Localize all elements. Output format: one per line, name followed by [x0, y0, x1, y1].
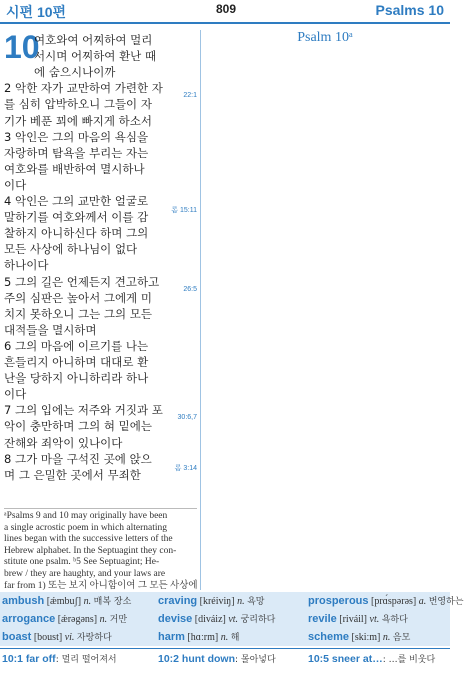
korean-verse-line: 여호와여 어찌하여 멀리	[34, 33, 153, 47]
footnote	[4, 508, 197, 592]
korean-verse-line: 8 그가 마을 구석진 곳에 앉으	[4, 451, 152, 466]
phrase-note	[308, 652, 435, 665]
footnote-line: Hebrew alphabet. In the Septuagint they con-	[4, 545, 177, 556]
psalm-title: Psalm 10ᵃ	[297, 30, 353, 45]
vocab-word: arrogance	[2, 613, 56, 625]
vocab-part-of-speech: n.	[220, 632, 229, 643]
korean-verse-line: 7 그의 입에는 저주와 거짓과 포	[4, 403, 163, 418]
note-reference: 10:2 hunt down	[158, 653, 235, 665]
korean-verse-line: 2 악한 자가 교만하여 가련한 자	[4, 81, 163, 96]
korean-verse-line: 치지 못하오니 그는 그의 모든	[4, 306, 152, 321]
vocab-definition: 자랑하다	[76, 633, 112, 643]
note-reference: 10:1 far off	[2, 653, 56, 665]
vocab-part-of-speech: a.	[418, 596, 427, 607]
footnote-line: stitute one psalm. ᵇ5 See Septuagint; He-	[4, 557, 160, 568]
vocab-pronunciation: [prɑ́spərəs]	[371, 596, 417, 607]
header-rule	[0, 22, 450, 24]
korean-verse-line: 며 그 은밀한 곳에서 무죄한	[4, 467, 141, 482]
korean-column	[4, 30, 197, 586]
korean-verse-line: 이다	[4, 387, 27, 402]
vocab-definition: 궁리하다	[240, 615, 276, 625]
vocab-part-of-speech: vt.	[369, 614, 380, 625]
vocab-definition: 욕하다	[381, 615, 408, 625]
korean-verse-line: 대적들을 멸시하며	[4, 322, 97, 337]
vocab-word: ambush	[2, 595, 45, 607]
korean-verse-line: 4 악인은 그의 교만한 얼굴로	[4, 194, 149, 208]
vocab-definition: 번영하는	[428, 597, 464, 607]
phrase-note	[2, 652, 117, 665]
vocab-row	[0, 628, 450, 646]
english-column	[203, 30, 447, 590]
vocab-word: scheme	[308, 631, 349, 643]
vocab-part-of-speech: n.	[99, 614, 108, 625]
footnote-line: far from 1) 또는 보지 아니함이여 그 모든 사상에	[4, 580, 198, 591]
vocab-pronunciation: [diváiz]	[194, 614, 226, 625]
korean-verse-line: 를 심히 압박하오니 그들이 자	[4, 97, 152, 112]
vocab-pronunciation: [ǽrəgəns]	[57, 614, 98, 625]
vocab-word: prosperous	[308, 595, 369, 607]
cross-reference: 30:6,7	[177, 414, 197, 422]
vocab-pronunciation: [ǽmbuʃ]	[46, 596, 82, 607]
footnote-line: brew / they are haughty, and your laws are	[4, 568, 166, 579]
chapter-number: 10	[4, 29, 40, 65]
korean-verse-line: 에 숨으시나이까	[34, 65, 116, 80]
vocab-entry	[308, 629, 410, 646]
korean-verse-line: 찰하지 아니하신다 하며 그의	[4, 226, 149, 241]
cross-reference: 22:1	[183, 92, 197, 100]
vocab-word: revile	[308, 613, 337, 625]
vocab-word: devise	[158, 613, 193, 625]
note-definition: : 몰아넣다	[235, 655, 276, 665]
korean-verse-line: 5 그의 길은 언제든지 견고하고	[4, 274, 160, 289]
footnote-line: a single acrostic poem in which alternating	[4, 522, 168, 533]
vocab-definition: 해	[230, 633, 240, 643]
korean-verse-line: 3 악인은 그의 마음의 욕심을	[4, 129, 149, 144]
vocabulary-box	[0, 592, 464, 646]
vocab-pronunciation: [boust]	[33, 632, 63, 643]
korean-verse-line: 기가 베푼 꾀에 빠지게 하소서	[4, 113, 152, 128]
vocab-part-of-speech: vi.	[64, 632, 75, 643]
vocab-entry	[308, 593, 464, 610]
vocab-entry	[2, 593, 131, 610]
korean-verse-line: 자랑하며 탐욕을 부리는 자는	[4, 145, 149, 160]
vocab-entry	[158, 629, 239, 646]
column-divider	[200, 30, 201, 590]
phrase-note	[158, 652, 276, 665]
vocab-pronunciation: [kréiviŋ]	[199, 596, 235, 607]
korean-verse-line: 서시며 어찌하여 환난 때	[34, 49, 157, 64]
korean-verse-line: 모든 사상에 하나님이 없다	[4, 242, 138, 257]
vocab-row	[0, 592, 464, 610]
vocab-entry	[2, 629, 112, 646]
vocab-part-of-speech: n.	[83, 596, 92, 607]
korean-verse-line: 난을 당하지 아니하리라 하나	[4, 371, 149, 386]
note-definition: : …를 비웃다	[382, 655, 436, 665]
korean-verse-line: 말하기를 여호와께서 이를 감	[4, 210, 149, 225]
vocab-pronunciation: [hɑːrm]	[187, 632, 219, 643]
vocab-word: harm	[158, 631, 185, 643]
vocab-part-of-speech: vt.	[228, 614, 239, 625]
english-book-title: Psalms 10	[375, 2, 444, 18]
cross-reference: 26:5	[183, 285, 197, 293]
vocab-definition: 거만	[109, 615, 128, 625]
vocab-entry	[158, 593, 264, 610]
phrase-notes	[0, 648, 450, 670]
vocab-part-of-speech: n.	[237, 596, 245, 607]
korean-verse-line: 이다	[4, 177, 27, 192]
cross-reference: 롬 3:14	[174, 464, 197, 472]
vocab-word: boast	[2, 631, 32, 643]
vocab-entry	[158, 611, 275, 628]
cross-reference: 롬 15:11	[171, 207, 197, 215]
korean-verse-line: 여호와를 배반하여 멸시하나	[4, 161, 145, 176]
korean-verse-line: 6 그의 마음에 이르기를 나는	[4, 338, 149, 353]
vocab-definition: 매복 장소	[93, 597, 132, 607]
korean-verse-line: 잔해와 죄악이 있나이다	[4, 435, 123, 450]
page-number: 809	[215, 2, 237, 16]
note-reference: 10:5 sneer at…	[308, 653, 383, 665]
vocab-entry	[308, 611, 408, 628]
korean-verse-line: 하나이다	[4, 258, 49, 273]
footnote-line: ᵃPsalms 9 and 10 may originally have been	[4, 511, 168, 521]
korean-verse-line: 악이 충만하며 그의 혀 밑에는	[4, 419, 152, 434]
vocab-definition: 욕망	[247, 597, 265, 607]
korean-verse-line: 흔들리지 아니하며 대대로 환	[4, 355, 149, 369]
note-definition: : 멀리 떨어져서	[55, 655, 117, 665]
vocab-part-of-speech: n.	[382, 632, 391, 643]
korean-book-title: 시편 10편	[6, 4, 67, 20]
korean-verse-line: 주의 심판은 높아서 그에게 미	[4, 290, 152, 305]
vocab-definition: 음모	[392, 633, 411, 643]
vocab-entry	[2, 611, 127, 628]
footnote-line: lines began with the successive letters of the	[4, 534, 173, 545]
vocab-word: craving	[158, 595, 198, 607]
vocab-pronunciation: [riváil]	[339, 614, 368, 625]
vocab-row	[0, 610, 450, 628]
vocab-pronunciation: [skiːm]	[351, 632, 381, 643]
